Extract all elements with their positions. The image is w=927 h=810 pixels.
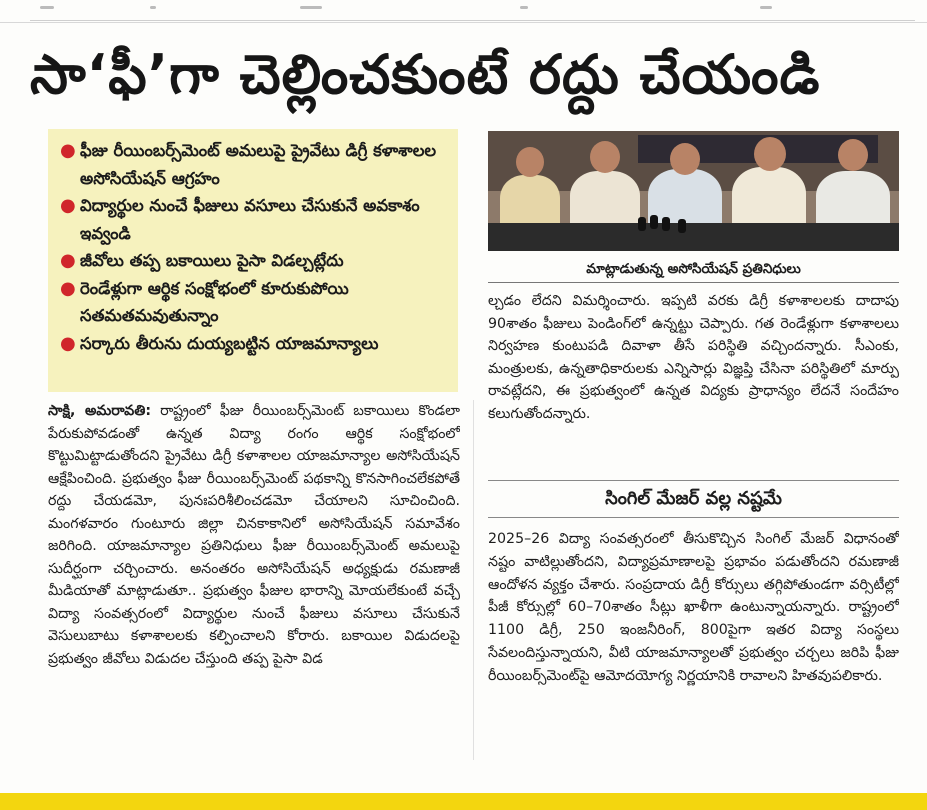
- strip-mark: [520, 6, 528, 9]
- bullet-icon: ●: [60, 332, 76, 354]
- body-paragraph: 2025–26 విద్యా సంవత్సరంలో తీసుకొచ్చిన సింగిల్ మేజర్ విధానంతో నష్టం వాటిల్లుతోందని, విద్యాప్రమాణాలపై ప్రభావం పడుతోందని రమణాజీ ఆందోళన వ్యక్తం చేశారు. సంప్రదాయ డిగ్రీ కోర్సులు తగ్గిపోతుండగా వర్సిటీల్లో పీజీ కోర్సుల్లో 60–70శాతం సీట్లు ఖాళీగా ఉంటున్నాయన్నారు. రాష్ట్రంలో 1100 డిగ్రీ, 250 ఇంజనీరింగ్, 800పైగా ఇతర విద్యా సంస్థలు సేవలందిస్తున్నాయని, వీటి యాజమాన్యాలతో ప్రభుత్వం చర్చలు జరిపి ఫీజు రీయింబర్స్‌మెంట్‌పై ఆమోదయోగ్య నిర్ణయానికి రావాలని హితవుపలికారు.: [488, 531, 899, 684]
- body-column-left: [48, 400, 460, 762]
- strip-mark: [40, 6, 54, 9]
- microphone-icon: [650, 215, 658, 229]
- highlight-item: [60, 137, 448, 192]
- bottom-color-bar: [0, 793, 927, 810]
- person-head: [754, 137, 786, 171]
- highlight-item: [60, 330, 448, 358]
- highlight-text: విద్యార్థుల నుంచే ఫీజులు వసూలు చేసుకునే అవకాశం ఇవ్వండి: [80, 196, 420, 243]
- highlight-item: [60, 275, 448, 330]
- photo-table: [488, 223, 899, 251]
- subheading: సింగిల్ మేజర్ వల్ల నష్టమే: [488, 480, 899, 518]
- highlight-item: [60, 247, 448, 275]
- strip-mark: [760, 6, 772, 9]
- highlight-text: ఫీజు రీయింబర్స్‌మెంట్ అమలుపై ప్రైవేటు డిగ్రీ కళాశాలల అసోసియేషన్ ఆగ్రహం: [80, 141, 437, 188]
- body-text: రాష్ట్రంలో ఫీజు రీయింబర్స్‌మెంట్ బకాయిలు కొండలా పేరుకుపోవడంతో ఉన్నత విద్యా రంగం ఆర్థిక సంక్షోభంలో కొట్టుమిట్టాడుతోందని ప్రైవేటు డిగ్రీ కళాశాలల యాజమాన్యాల అసోసియేషన్ ఆక్షేపించింది. ప్రభుత్వం ఫీజు రీయింబర్స్‌మెంట్ పథకాన్ని కొనసాగించలేకపోతే రద్దు చేయడమో, పునఃపరిశీలించడమో చేయాలని సూచించింది. మంగళవారం గుంటూరు జిల్లా చినకాకానిలో అసోసియేషన్ సమావేశం జరిగింది. యాజమాన్యాల ప్రతినిధులు ఫీజు రీయింబర్స్‌మెంట్ అమలుపై సుదీర్ఘంగా చర్చించారు. అనంతరం అసోసియేషన్ అధ్యక్షుడు రమణాజీ మీడియాతో మాట్లాడుతూ.. ప్రభుత్వం ఫీజుల భారాన్ని మోయలేకుంటే వచ్చే విద్యా సంవత్సరంలో విద్యార్థుల నుంచే ఫీజులు వసూలు చేసుకునే వెసులుబాటు కళాశాలలకు కల్పించాలని కోరారు. బకాయిల విడుదలపై ప్రభుత్వం జీవోలు విడుదల చేస్తుంది తప్ప పైసా విడ: [48, 403, 460, 667]
- person-head: [838, 139, 868, 171]
- person-head: [670, 143, 700, 175]
- column-divider: [473, 400, 474, 760]
- strip-mark: [300, 6, 322, 9]
- body-column-right-top: [488, 290, 899, 468]
- body-paragraph: [48, 400, 460, 670]
- body-paragraph: ల్చడం లేదని విమర్శించారు. ఇప్పటి వరకు డిగ్రీ కళాశాలలకు దాదాపు 90శాతం ఫీజులు పెండింగ్‌లో ఉన్నట్టు చెప్పారు. గత రెండేళ్లుగా కళాశాలలు నిర్వహణ కుంటుపడి దివాళా తీసే పరిస్థితి వచ్చిందన్నారు. సీఎంకు, మంత్రులకు, ఉన్నతాధికారులకు ఎన్నిసార్లు విజ్ఞప్తి చేసినా పరిస్థితిలో మార్పు రావట్లేదని, ఈ ప్రభుత్వంలో ఉన్నత విద్యకు ప్రాధాన్యం లేదనే సందేహం కలుగుతోందన్నారు.: [488, 293, 899, 422]
- headline: సా‘ఫీ’గా చెల్లించకుంటే రద్దు చేయండి: [30, 43, 821, 106]
- microphone-icon: [678, 219, 686, 233]
- strip-mark: [150, 6, 156, 9]
- highlight-item: [60, 192, 448, 247]
- highlights-list: [60, 137, 448, 357]
- highlight-text: జీవోలు తప్ప బకాయిలు పైసా విడల్చట్లేదు: [80, 251, 344, 270]
- microphone-icon: [638, 217, 646, 231]
- highlight-text: సర్కారు తీరును దుయ్యబట్టిన యాజమాన్యాలు: [80, 333, 379, 353]
- press-meet-photo: [488, 131, 899, 251]
- bullet-icon: ●: [60, 250, 76, 271]
- top-rule: [30, 20, 915, 21]
- microphone-icon: [662, 217, 670, 231]
- dateline: సాక్షి, అమరావతి:: [48, 403, 152, 419]
- person-head: [516, 147, 544, 177]
- highlights-box: [48, 129, 458, 392]
- body-column-right-bottom: [488, 528, 899, 768]
- bullet-icon: ●: [60, 277, 76, 299]
- photo-caption: మాట్లాడుతున్న అసోసియేషన్ ప్రతినిధులు: [488, 256, 899, 283]
- bullet-icon: ●: [60, 195, 76, 216]
- bullet-icon: ●: [60, 140, 76, 161]
- highlight-text: రెండేళ్లుగా ఆర్థిక సంక్షోభంలో కూరుకుపోయి సతమతమవుతున్నాం: [80, 278, 349, 325]
- person-head: [590, 141, 620, 173]
